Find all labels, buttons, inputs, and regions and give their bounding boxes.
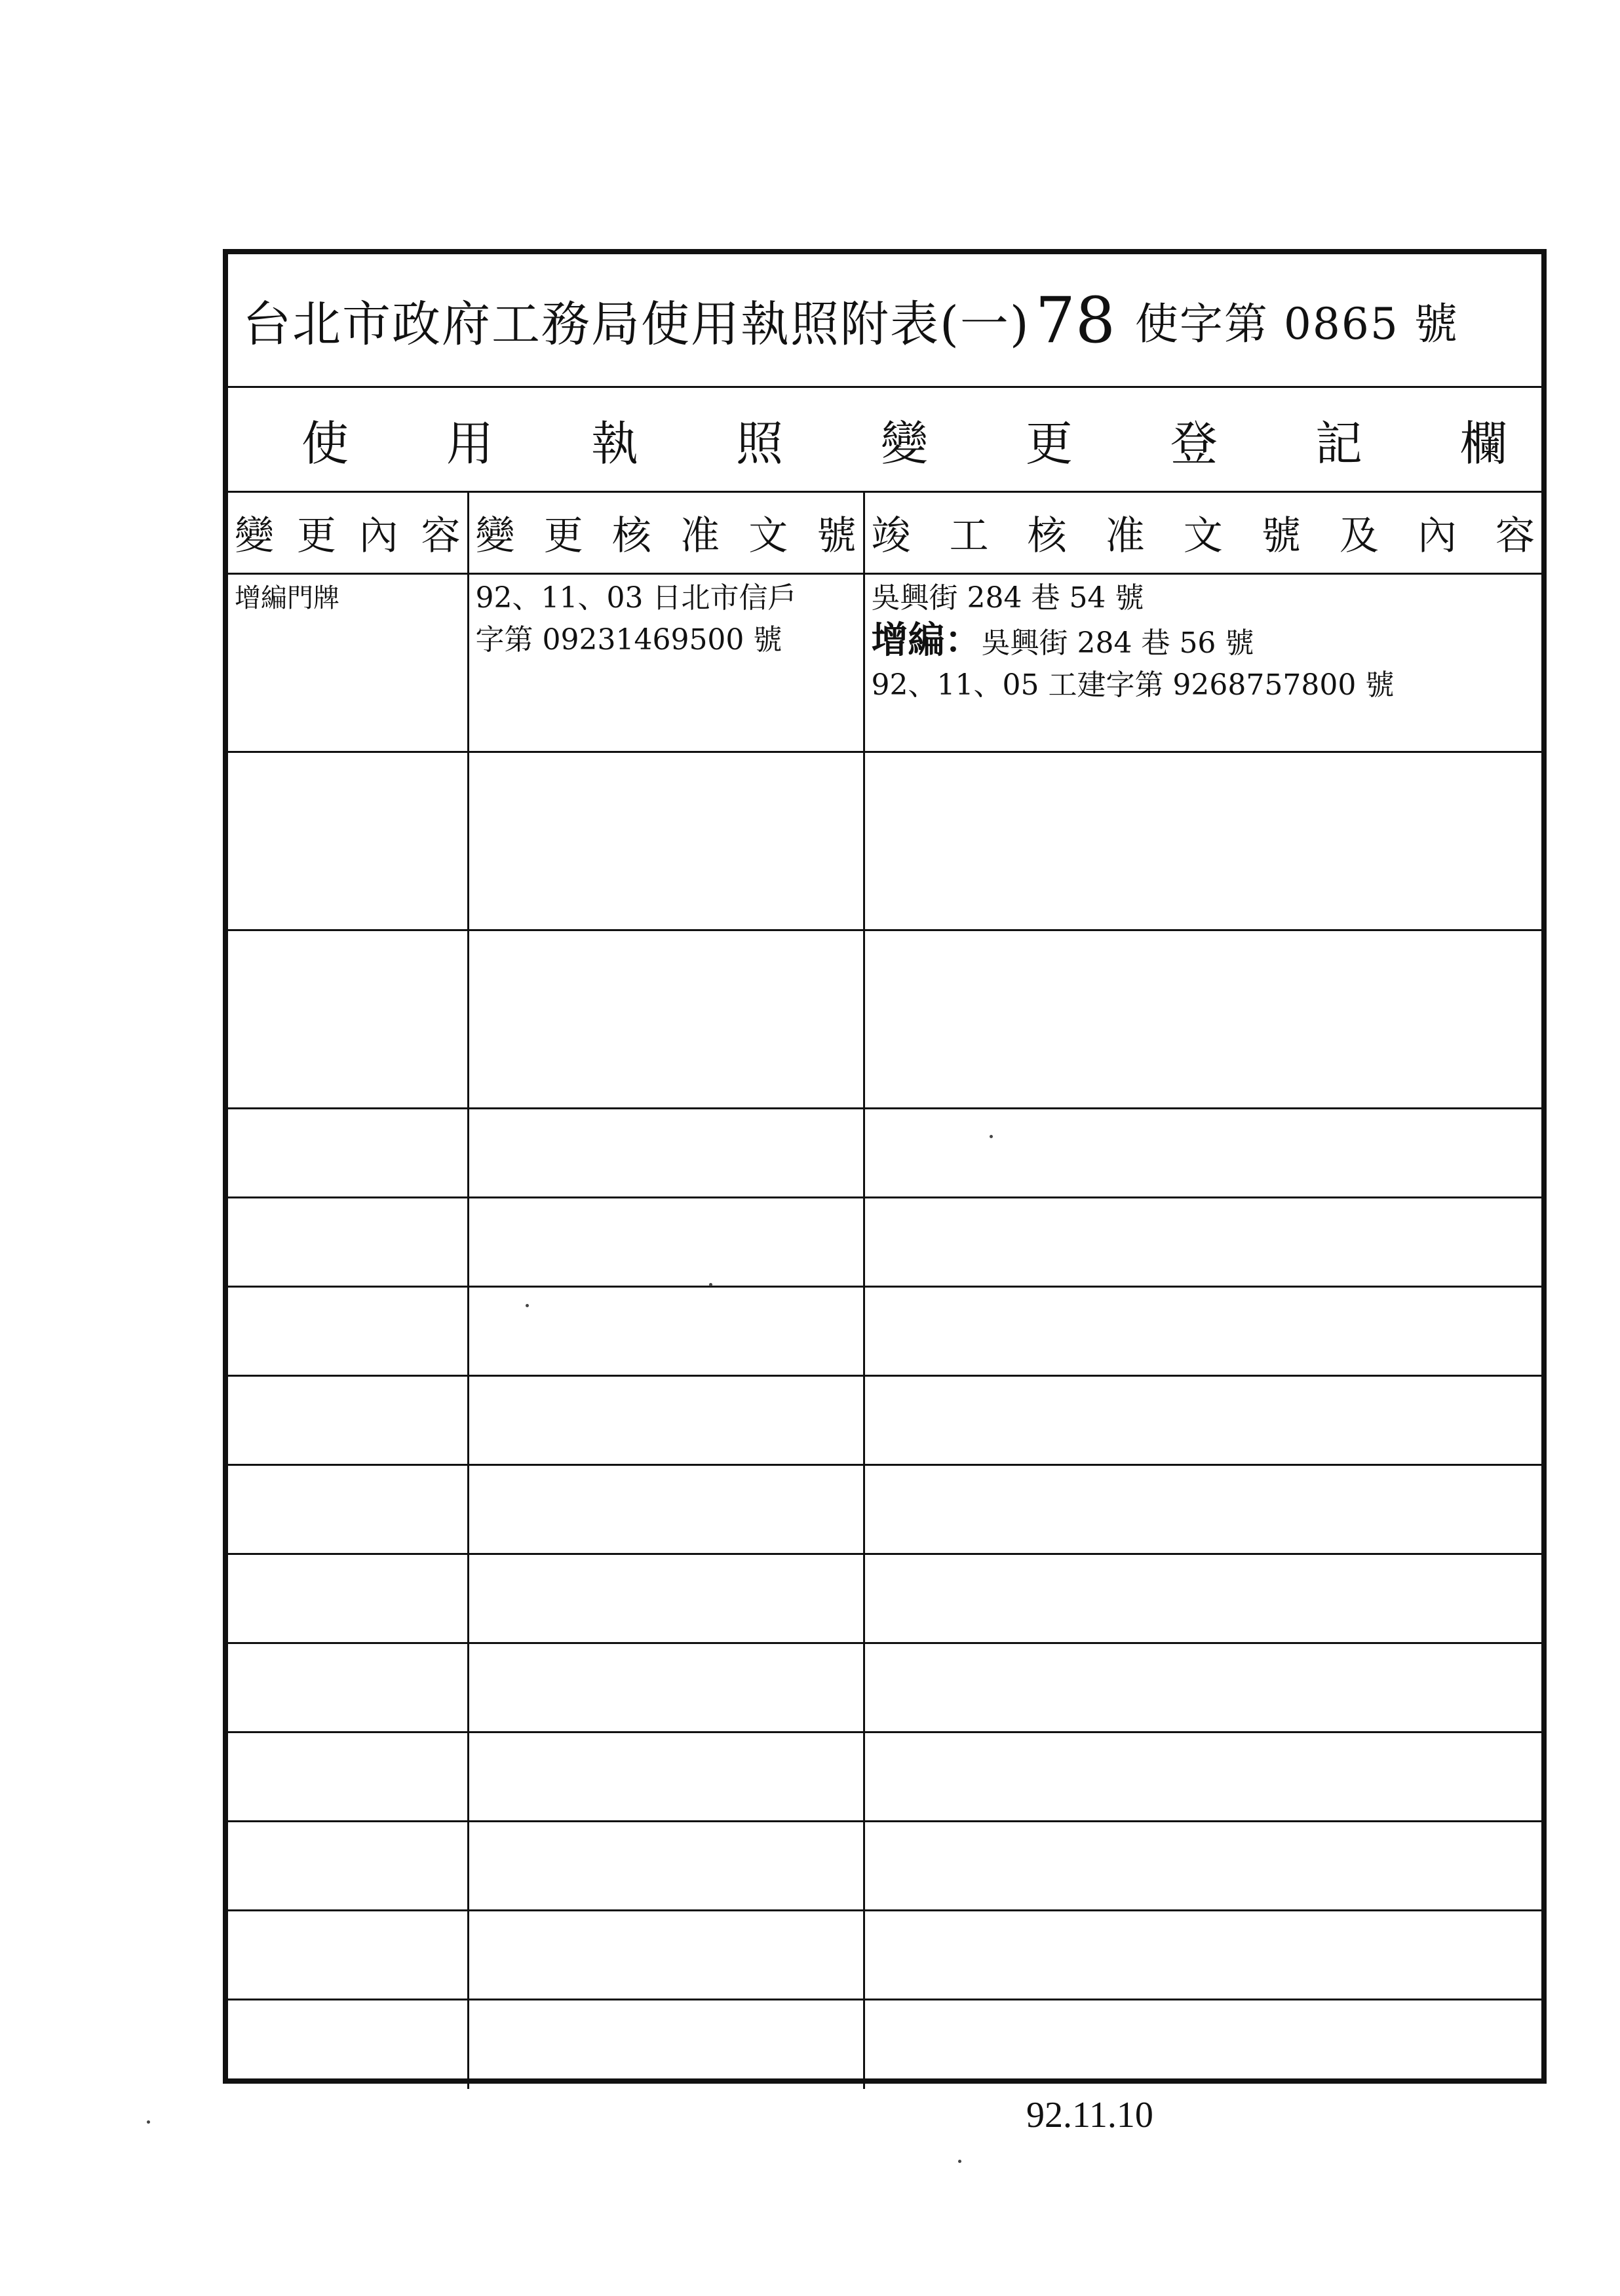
column-header-change-content [228, 493, 468, 574]
cell-approval-number [468, 574, 864, 752]
completion-line: 吳興街 284 巷 54 號 [871, 581, 1144, 615]
empty-cell [228, 752, 468, 930]
empty-cell [864, 1376, 1541, 1465]
empty-cell [468, 930, 864, 1109]
empty-cell [864, 1911, 1541, 2000]
approval-line: 92、11、03 日北市信戶 [475, 581, 797, 615]
empty-cell [228, 1732, 468, 1822]
section-heading-char: 欄 [1459, 415, 1507, 471]
column-header-char: 更 [296, 513, 336, 559]
column-header-char: 文 [748, 513, 788, 559]
empty-cell [228, 1643, 468, 1732]
scan-speck [990, 1135, 993, 1138]
empty-cell [228, 1822, 468, 1911]
empty-cell [228, 1109, 468, 1198]
completion-line: 92、11、05 工建字第 9268757800 號 [871, 668, 1395, 702]
empty-cell [468, 1198, 864, 1287]
registration-table [228, 493, 1541, 2089]
form-title-row [228, 254, 1541, 388]
scan-speck [147, 2120, 150, 2124]
table-row [228, 1643, 1541, 1732]
empty-cell [468, 1822, 864, 1911]
empty-cell [468, 2000, 864, 2089]
section-heading-char: 登 [1170, 415, 1218, 471]
column-header-text [228, 505, 467, 561]
empty-cell [864, 1822, 1541, 1911]
table-row [228, 1911, 1541, 2000]
empty-cell [228, 2000, 468, 2089]
column-header-char: 竣 [871, 513, 911, 559]
table-row [228, 752, 1541, 930]
table-row [228, 1732, 1541, 1822]
empty-cell [468, 1643, 864, 1732]
column-header-char: 號 [817, 513, 857, 559]
permit-reference: 使字第 0865 號 [1134, 299, 1459, 349]
empty-cell [228, 1911, 468, 2000]
column-header-char: 及 [1339, 513, 1379, 559]
section-heading-char: 更 [1025, 415, 1073, 471]
section-heading-char: 用 [446, 415, 493, 471]
empty-cell [864, 752, 1541, 930]
section-heading-char: 照 [735, 415, 783, 471]
empty-cell [864, 1554, 1541, 1643]
scan-speck [958, 2160, 961, 2163]
approval-line: 字第 09231469500 號 [475, 623, 782, 657]
scan-speck [526, 1304, 529, 1307]
column-header-char: 文 [1183, 513, 1223, 559]
table-row [228, 1465, 1541, 1554]
registration-form [223, 249, 1547, 2084]
table-row [228, 930, 1541, 1109]
completion-line [872, 619, 1537, 664]
completion-lead: 增編： [871, 619, 982, 662]
registration-table-wrap [228, 493, 1541, 2078]
empty-cell [864, 1198, 1541, 1287]
column-header-char: 變 [235, 513, 274, 559]
cell-change-content [228, 574, 468, 752]
column-header-char: 工 [949, 513, 989, 559]
empty-cell [864, 2000, 1541, 2089]
section-heading-char: 變 [880, 415, 928, 471]
table-row [228, 1198, 1541, 1287]
cell-completion [864, 574, 1541, 752]
empty-rows [228, 752, 1541, 2089]
table-row [228, 1287, 1541, 1376]
approval-text [469, 575, 863, 661]
empty-cell [228, 930, 468, 1109]
column-header-char: 內 [358, 513, 398, 559]
empty-cell [468, 752, 864, 930]
section-heading [228, 388, 1541, 493]
table-row [228, 2000, 1541, 2089]
table-row [228, 1376, 1541, 1465]
empty-cell [228, 1287, 468, 1376]
empty-cell [468, 1287, 864, 1376]
column-header-char: 容 [421, 513, 461, 559]
empty-cell [864, 1732, 1541, 1822]
column-header-char: 號 [1261, 513, 1301, 559]
form-title: 台北市政府工務局使用執照附表(一) [242, 296, 1030, 353]
empty-cell [468, 1109, 864, 1198]
column-header-char: 內 [1417, 513, 1457, 559]
column-header-completion [864, 493, 1541, 574]
column-header-approval-number [468, 493, 864, 574]
column-header-char: 更 [543, 513, 583, 559]
empty-cell [864, 1643, 1541, 1732]
empty-cell [468, 1465, 864, 1554]
empty-cell [864, 1109, 1541, 1198]
column-header-char: 准 [680, 513, 720, 559]
table-row [228, 1109, 1541, 1198]
section-heading-char: 使 [301, 415, 349, 471]
empty-cell [468, 1911, 864, 2000]
column-header-text [469, 505, 863, 561]
change-content-text: 增編門牌 [235, 583, 339, 613]
scan-speck [709, 1283, 712, 1286]
column-header-char: 核 [1027, 513, 1067, 559]
empty-cell [228, 1376, 468, 1465]
empty-cell [228, 1554, 468, 1643]
table-header-row [228, 493, 1541, 574]
column-header-text [865, 505, 1542, 561]
column-header-char: 准 [1105, 513, 1145, 559]
form-title-number: 78 [1035, 283, 1115, 357]
empty-cell [864, 930, 1541, 1109]
completion-text [865, 575, 1542, 706]
section-heading-char: 執 [590, 415, 638, 471]
column-header-char: 核 [611, 513, 651, 559]
table-row [228, 1554, 1541, 1643]
section-heading-char: 記 [1315, 415, 1362, 471]
empty-cell [468, 1376, 864, 1465]
empty-cell [228, 1198, 468, 1287]
empty-cell [468, 1554, 864, 1643]
empty-cell [864, 1287, 1541, 1376]
column-header-char: 容 [1495, 513, 1535, 559]
table-row [228, 574, 1541, 752]
table-row [228, 1822, 1541, 1911]
empty-cell [228, 1465, 468, 1554]
footer-date: 92.11.10 [1026, 2095, 1153, 2135]
empty-cell [864, 1465, 1541, 1554]
column-header-char: 變 [475, 513, 515, 559]
completion-line-rest: 吳興街 284 巷 56 號 [981, 626, 1254, 660]
empty-cell [468, 1732, 864, 1822]
